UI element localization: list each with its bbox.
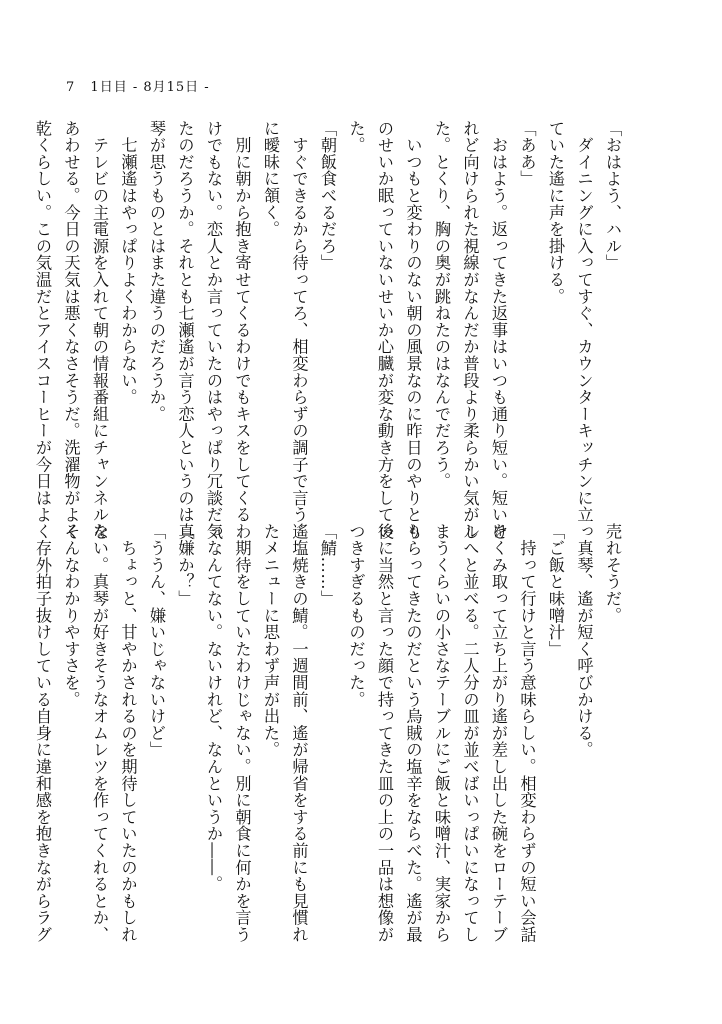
text-column: おはよう。返ってきた返事はいつも通り短い。短いけ [489, 120, 508, 540]
text-column: 存外拍子抜けしている自身に違和感を抱きながらラグ [33, 523, 52, 943]
text-column: ルへと並べる。二人分の皿が並べばいっぱいになってし [460, 523, 480, 943]
text-column: 期待をしていたわけじゃない。別に朝食に何かを言う [232, 523, 252, 943]
text-column: ダイニングに入ってすぐ、カウンターキッチンに立っ [574, 120, 594, 540]
text-column: 別に朝から抱き寄せてくるわけでもキスをしてくるわ [232, 120, 252, 540]
text-column: 「ご飯と味噌汁」 [546, 523, 565, 658]
text-column: あわせる。今日の天気は悪くなさそうだ。洗濯物がよく [61, 120, 81, 540]
text-column: まうくらいの小さなテーブルにご飯と味噌汁、実家から [432, 523, 451, 943]
text-column: 「おはよう、ハル」 [603, 120, 622, 272]
text-column: たメニューに思わず声が出た。 [261, 523, 280, 759]
text-column: 七瀬遙はやっぱりよくわからない。 [118, 120, 138, 406]
text-column: 売れそうだ。 [603, 523, 622, 624]
text-column: もらってきたのだという烏賊の塩辛をならべた。遙が最 [403, 523, 423, 943]
page-number: 7 [66, 80, 76, 95]
text-column: 琴が思うものとはまた違うのだろうか。 [147, 120, 166, 423]
text-column: 塩焼きの鯖。一週間前、遙が帰省をする前にも見慣れ [289, 523, 309, 943]
chapter-title: 1日目 - 8月15日 - [90, 80, 210, 95]
text-block-top [28, 120, 627, 540]
page-header [66, 76, 210, 95]
text-column: に曖昧に頷く。 [261, 120, 280, 238]
text-column: 「朝飯食べるだろ」 [318, 120, 337, 272]
text-column: いつもと変わりのない朝の風景なのに昨日のやりとり [403, 120, 423, 540]
text-column: ていた遙に声を掛ける。 [546, 120, 565, 305]
text-column: たのだろうか。それとも七瀬遙が言う恋人というのは真 [175, 120, 195, 540]
text-column: 「嫌か？」 [175, 523, 195, 607]
text-column: テレビの主電源を入れて朝の情報番組にチャンネルを [90, 120, 109, 540]
text-column: をくみ取って立ち上がり遙が差し出した碗をローテーブ [489, 523, 508, 943]
text-column: ない。真琴が好きそうなオムレツを作ってくれるとか、 [90, 523, 109, 943]
text-column: つきすぎるものだった。 [346, 523, 366, 708]
text-column: すぐできるから待ってろ、相変わらずの調子で言う遙 [289, 120, 309, 540]
text-column: のせいか眠っていないせいか心臓が変な動き方をしてい [375, 120, 394, 540]
text-column: 「鯖……」 [318, 523, 337, 607]
text-column: 「ああ」 [517, 120, 537, 188]
text-column: た。とくり、胸の奥が跳ねたのはなんでだろう。 [432, 120, 451, 490]
text-column: ちょっと、甘やかされるのを期待していたのかもしれ [118, 523, 138, 943]
text-block-bottom [28, 523, 627, 943]
text-column: れど向けられた視線がなんだか普段より柔らかい気がし [460, 120, 480, 540]
text-column: 気なんてない。ないけれど、なんというか――。 [204, 523, 223, 893]
text-column: 後に当然と言った顔で持ってきた皿の上の一品は想像が [375, 523, 394, 943]
text-column: けでもない。恋人とか言っていたのはやっぱり冗談だっ [204, 120, 223, 540]
text-column: 真琴、遙が短く呼びかける。 [574, 523, 594, 759]
text-column: そんなわかりやすさを。 [61, 523, 81, 708]
text-column: 持って行けと言う意味らしい。相変わらずの短い会話 [517, 523, 537, 943]
text-column: た。 [346, 120, 366, 154]
text-column: 「ううん、嫌いじゃないけど」 [147, 523, 166, 759]
text-column: 乾くらしい。この気温だとアイスコーヒーが今日はよく [33, 120, 52, 540]
